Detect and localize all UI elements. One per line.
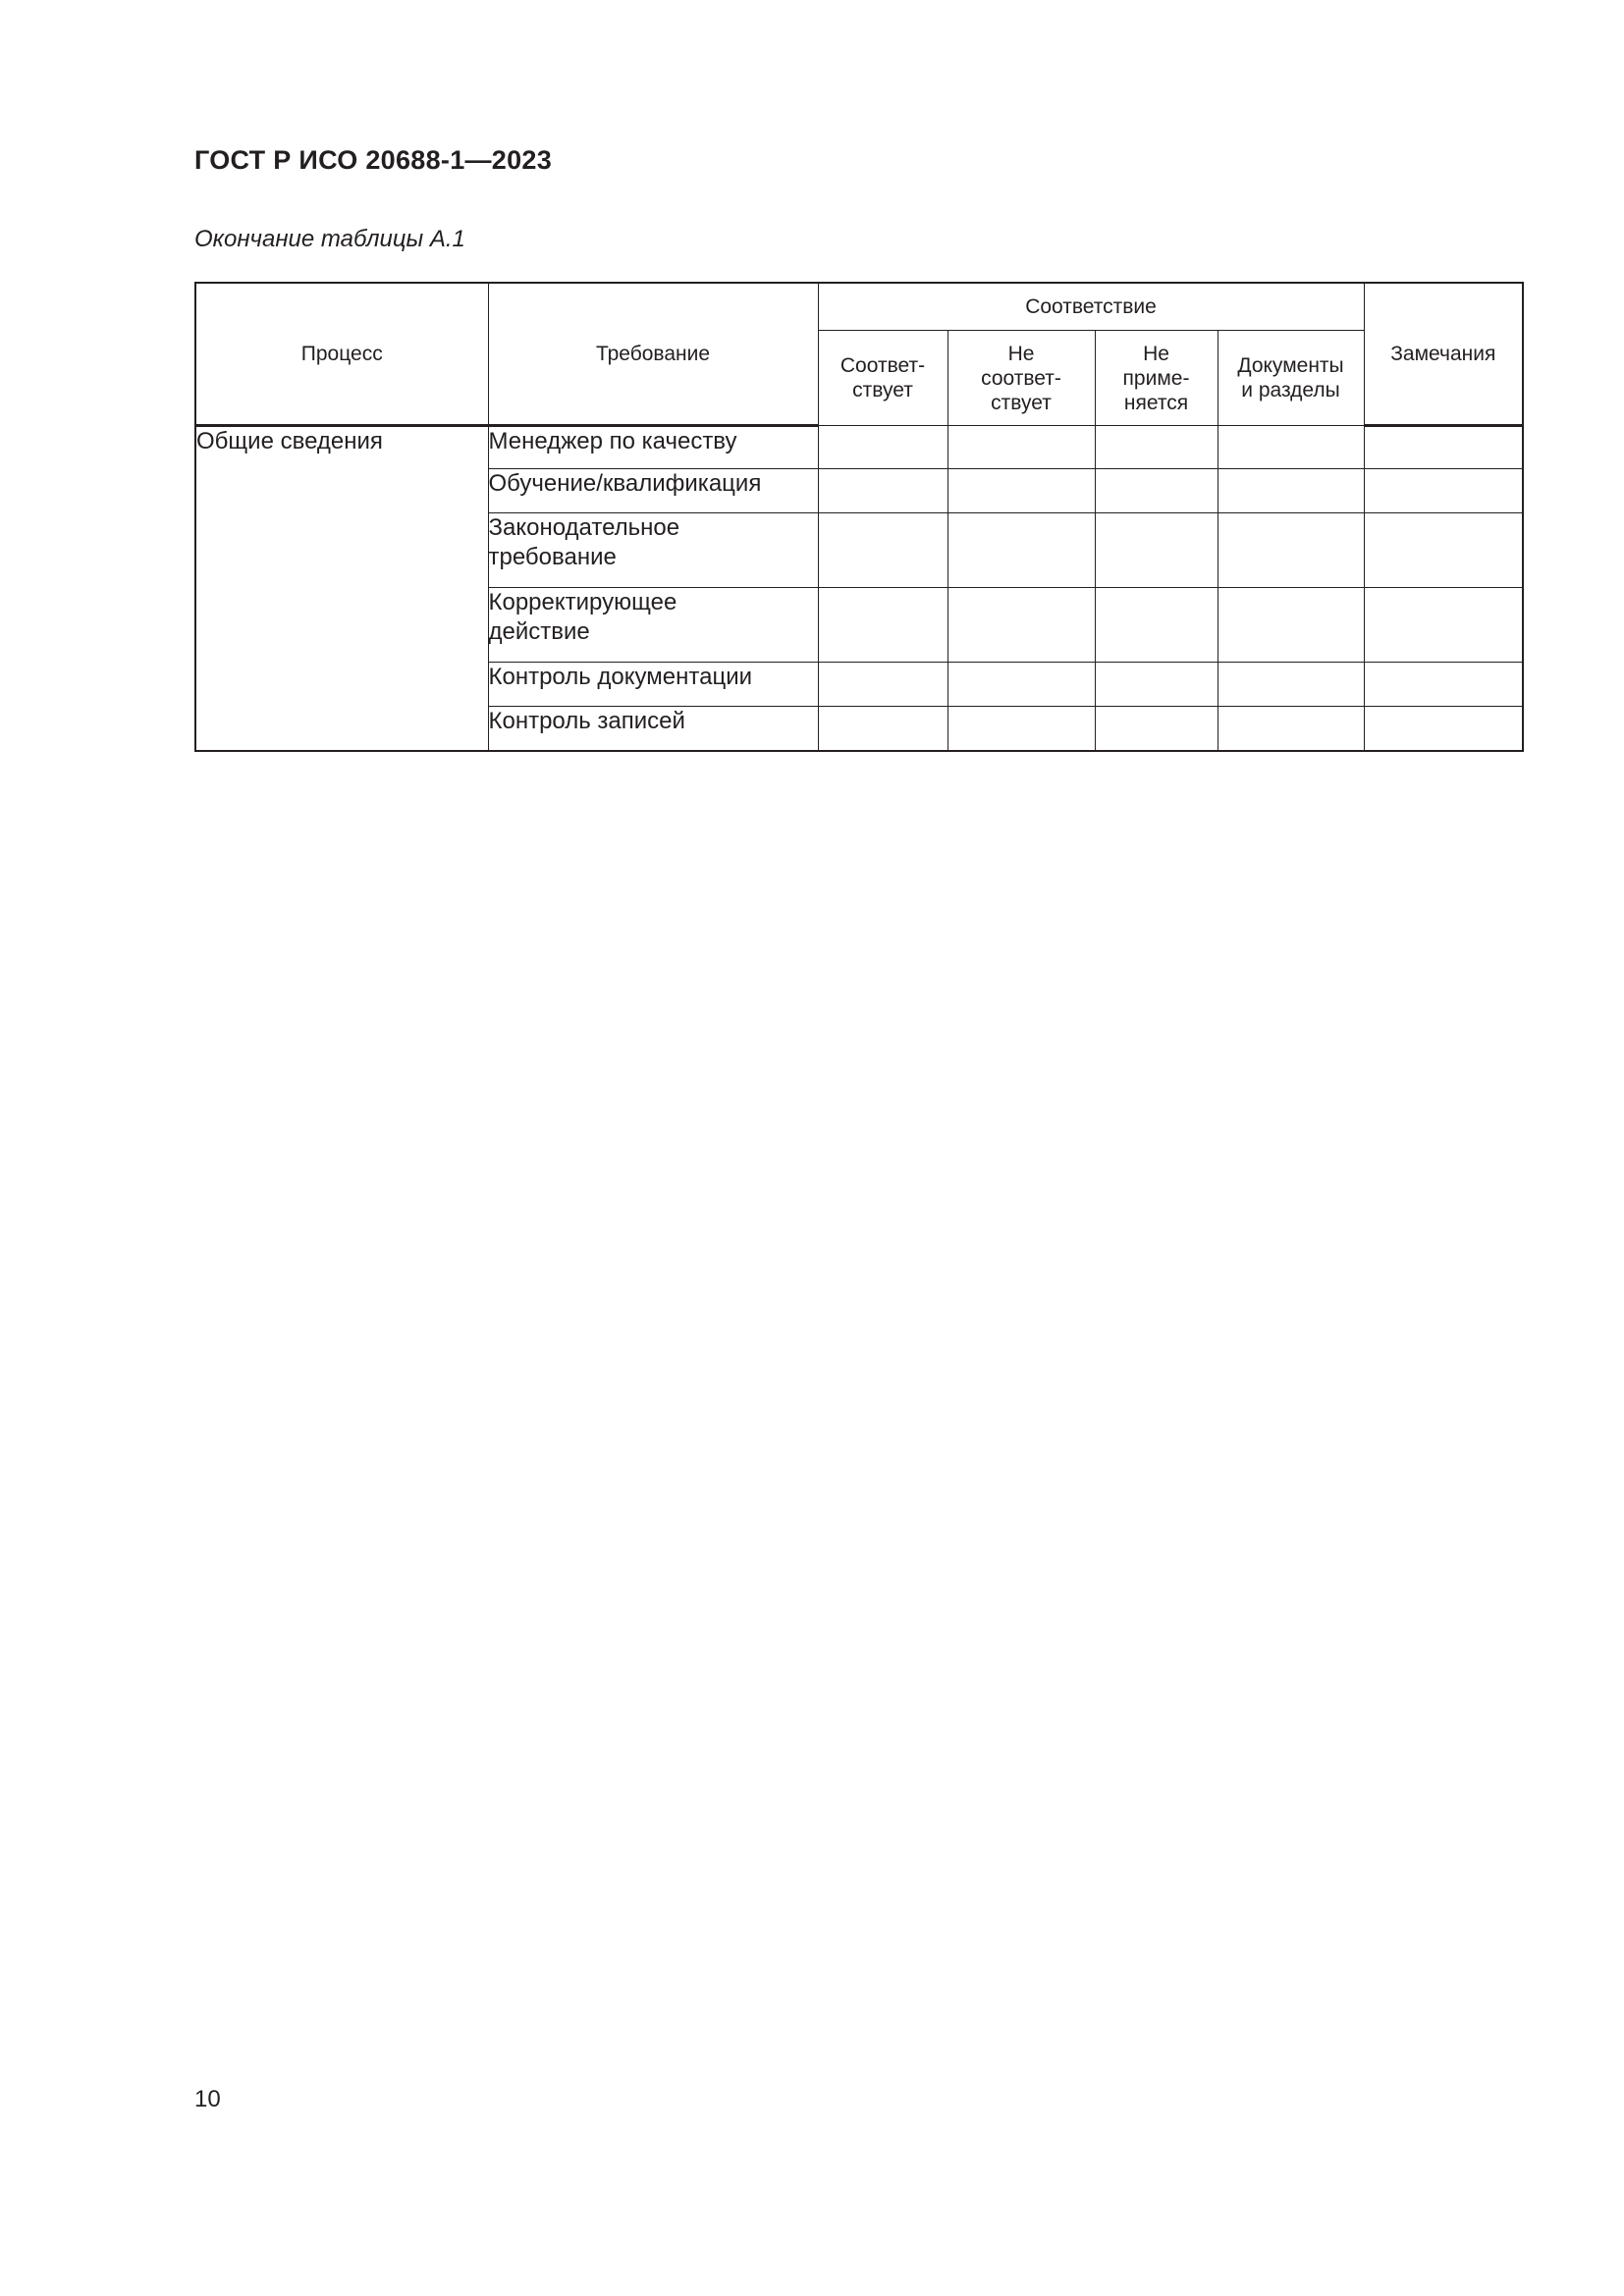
- not-complies-cell: [947, 707, 1095, 751]
- remarks-cell: [1364, 513, 1523, 588]
- not-applicable-cell: [1095, 663, 1218, 707]
- requirement-cell: Корректирующее действие: [488, 588, 818, 663]
- column-header-complies: Соответ- ствует: [818, 331, 947, 426]
- requirements-table: [194, 282, 1524, 752]
- column-header-remarks: Замечания: [1364, 283, 1523, 426]
- process-cell: Общие сведения: [195, 426, 488, 751]
- column-header-process: Процесс: [195, 283, 488, 426]
- table-caption: Окончание таблицы А.1: [194, 226, 465, 252]
- remarks-cell: [1364, 426, 1523, 469]
- not-applicable-cell: [1095, 469, 1218, 513]
- complies-cell: [818, 663, 947, 707]
- documents-cell: [1218, 513, 1364, 588]
- complies-cell: [818, 513, 947, 588]
- column-header-not-complies: Не соответ- ствует: [947, 331, 1095, 426]
- not-complies-cell: [947, 663, 1095, 707]
- not-applicable-cell: [1095, 588, 1218, 663]
- not-applicable-cell: [1095, 513, 1218, 588]
- remarks-cell: [1364, 707, 1523, 751]
- requirement-cell: Менеджер по качеству: [488, 426, 818, 469]
- documents-cell: [1218, 426, 1364, 469]
- documents-cell: [1218, 663, 1364, 707]
- not-complies-cell: [947, 426, 1095, 469]
- table-header-row: [195, 283, 1523, 331]
- column-header-compliance: Соответствие: [818, 283, 1364, 331]
- page-number: 10: [194, 2086, 221, 2112]
- remarks-cell: [1364, 663, 1523, 707]
- remarks-cell: [1364, 588, 1523, 663]
- column-header-not-applicable: Не приме- няется: [1095, 331, 1218, 426]
- column-header-requirement: Требование: [488, 283, 818, 426]
- complies-cell: [818, 588, 947, 663]
- documents-cell: [1218, 588, 1364, 663]
- not-applicable-cell: [1095, 426, 1218, 469]
- document-header: ГОСТ Р ИСО 20688-1—2023: [194, 145, 553, 175]
- not-complies-cell: [947, 469, 1095, 513]
- requirement-cell: Контроль записей: [488, 707, 818, 751]
- documents-cell: [1218, 707, 1364, 751]
- requirement-cell: Контроль документации: [488, 663, 818, 707]
- requirement-cell: Законодательное требование: [488, 513, 818, 588]
- complies-cell: [818, 469, 947, 513]
- documents-cell: [1218, 469, 1364, 513]
- column-header-documents: Документы и разделы: [1218, 331, 1364, 426]
- table-row: [195, 426, 1523, 469]
- remarks-cell: [1364, 469, 1523, 513]
- not-complies-cell: [947, 513, 1095, 588]
- complies-cell: [818, 707, 947, 751]
- not-complies-cell: [947, 588, 1095, 663]
- not-applicable-cell: [1095, 707, 1218, 751]
- complies-cell: [818, 426, 947, 469]
- requirement-cell: Обучение/квалификация: [488, 469, 818, 513]
